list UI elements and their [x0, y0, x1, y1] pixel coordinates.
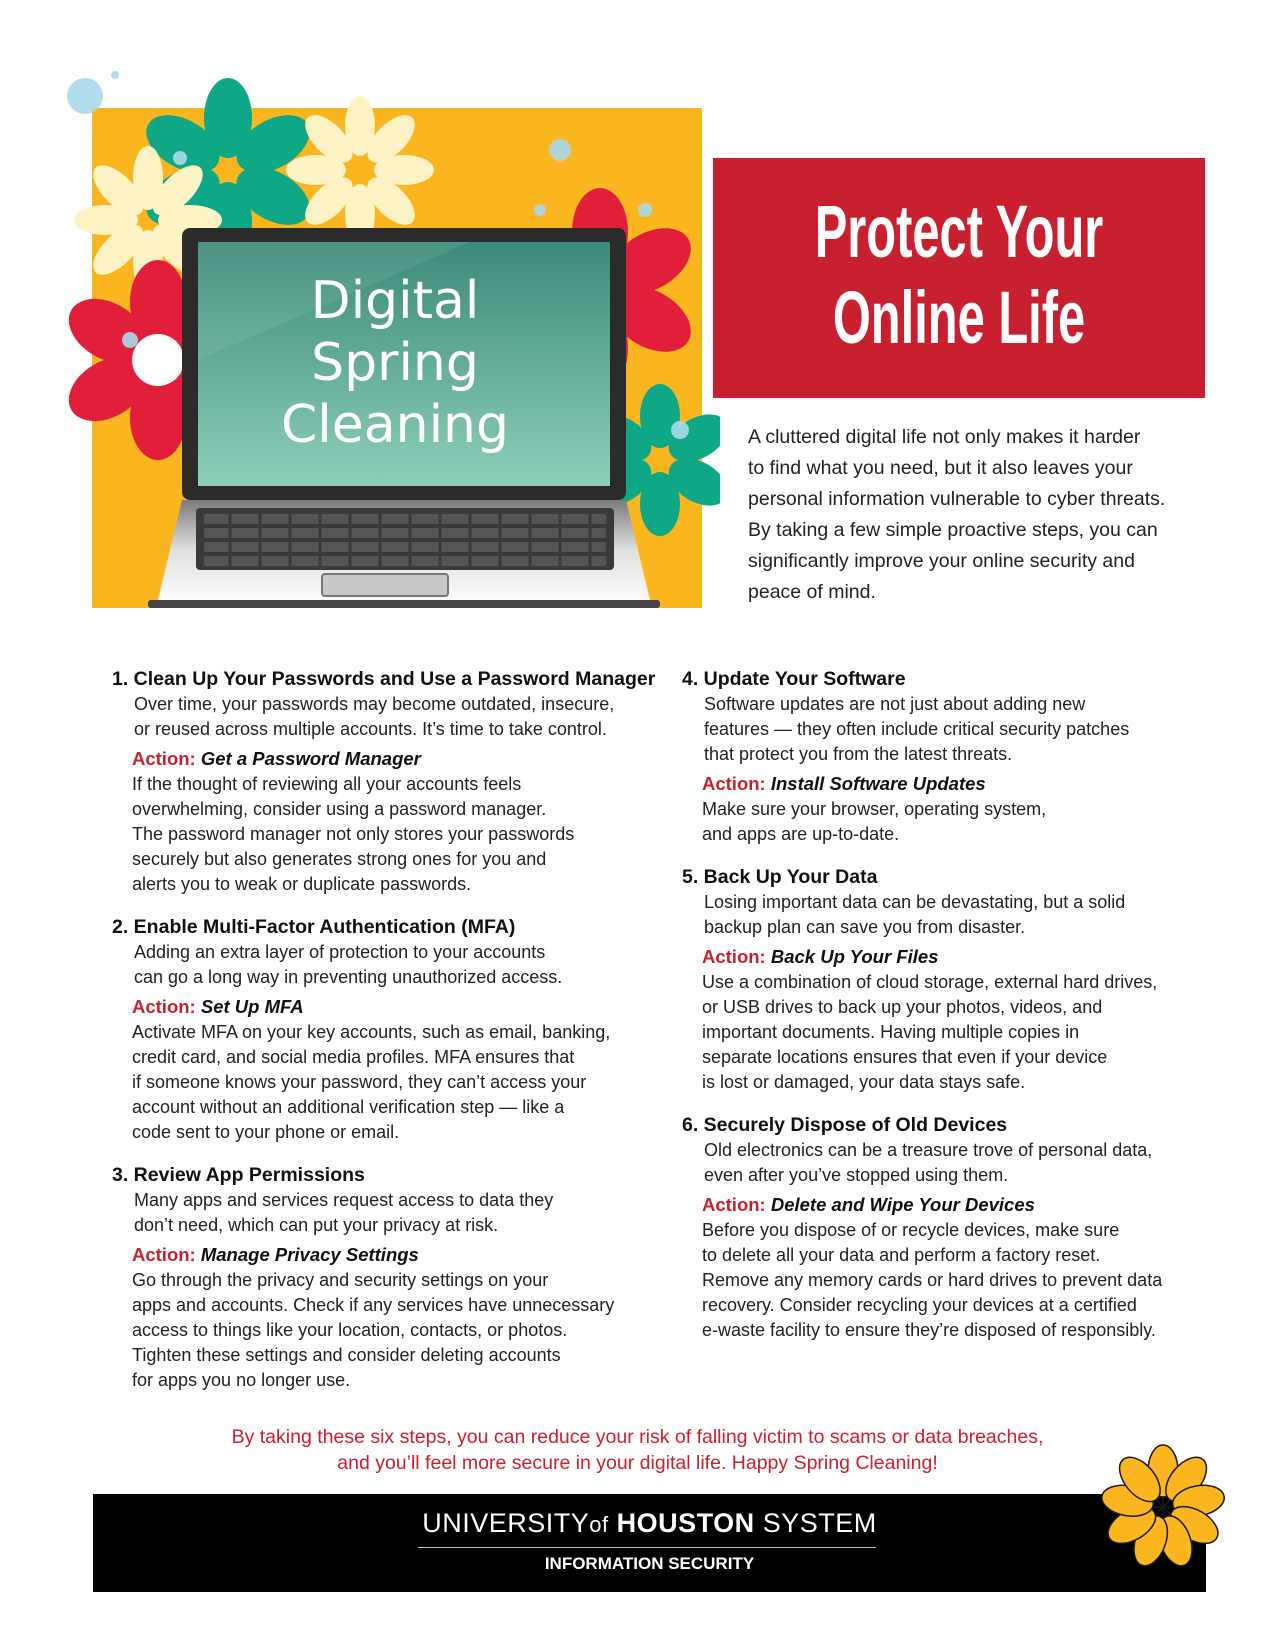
- intro-paragraph: [748, 422, 1218, 608]
- logo-university: UNIVERSITY: [422, 1508, 590, 1538]
- laptop-trackpad: [322, 574, 448, 596]
- title-banner: [713, 158, 1205, 398]
- screen-line-1: Digital: [310, 271, 480, 331]
- body-line: separate locations ensures that even if your device: [702, 1047, 1108, 1067]
- body-line: Many apps and services request access to data they: [134, 1190, 554, 1210]
- section-title: 4. Update Your Software: [682, 668, 906, 690]
- title-line-1: Protect Your: [814, 190, 1104, 273]
- intro-line: personal information vulnerable to cyber threats.: [748, 488, 1166, 510]
- logo-houston: HOUSTON: [616, 1508, 755, 1538]
- body-line: to delete all your data and perform a factory reset.: [702, 1245, 1101, 1265]
- action-label: Action:: [702, 773, 766, 794]
- body-line: Before you dispose of or recycle devices, make sure: [702, 1220, 1120, 1240]
- closing-line: By taking these six steps, you can reduce your risk of falling victim to scams or data breaches,: [231, 1426, 1044, 1448]
- action-body: [702, 970, 1157, 1095]
- section-back-up-data: [682, 864, 1157, 1095]
- body-line: Losing important data can be devastating, but a solid: [704, 892, 1126, 912]
- action-heading: [702, 1192, 1162, 1218]
- action-heading: [132, 746, 655, 772]
- action-name: Install Software Updates: [770, 773, 986, 794]
- action-label: Action:: [132, 996, 196, 1017]
- intro-line: A cluttered digital life not only makes it harder: [748, 426, 1141, 448]
- action-label: Action:: [132, 748, 196, 769]
- action-heading: [702, 944, 1157, 970]
- body-line: access to things like your location, contacts, or photos.: [132, 1320, 568, 1340]
- logo-system: SYSTEM: [762, 1508, 877, 1538]
- action-body: [702, 797, 1129, 847]
- action-label: Action:: [702, 1194, 766, 1215]
- section-title: 1. Clean Up Your Passwords and Use a Password Manager: [112, 668, 656, 690]
- action-name: Get a Password Manager: [200, 748, 421, 769]
- section-body: [704, 890, 1157, 940]
- body-line: overwhelming, consider using a password manager.: [132, 799, 547, 819]
- section-title: 3. Review App Permissions: [112, 1164, 365, 1186]
- body-line: Use a combination of cloud storage, external hard drives,: [702, 972, 1158, 992]
- laptop-screen-title: [230, 270, 560, 456]
- section-body: [134, 692, 655, 742]
- action-name: Delete and Wipe Your Devices: [770, 1194, 1035, 1215]
- body-line: alerts you to weak or duplicate passwords.: [132, 874, 472, 894]
- body-line: if someone knows your password, they can’t access your: [132, 1072, 587, 1092]
- body-line: is lost or damaged, your data stays safe.: [702, 1072, 1026, 1092]
- body-line: securely but also generates strong ones for you and: [132, 849, 547, 869]
- logo-divider: [418, 1547, 876, 1548]
- section-body: [134, 940, 610, 990]
- action-label: Action:: [132, 1244, 196, 1265]
- action-name: Manage Privacy Settings: [200, 1244, 419, 1265]
- intro-line: to find what you need, but it also leaves your: [748, 457, 1133, 479]
- logo-of: of: [589, 1512, 609, 1537]
- action-name: Set Up MFA: [200, 996, 304, 1017]
- body-line: credit card, and social media profiles. MFA ensures that: [132, 1047, 575, 1067]
- footer-bar: [93, 1494, 1206, 1592]
- body-line: important documents. Having multiple copies in: [702, 1022, 1080, 1042]
- section-app-permissions: [112, 1162, 614, 1393]
- action-body: [132, 1020, 610, 1145]
- body-line: recovery. Consider recycling your devices at a certified: [702, 1295, 1137, 1315]
- action-name: Back Up Your Files: [770, 946, 939, 967]
- body-line: Old electronics can be a treasure trove of personal data,: [704, 1140, 1153, 1160]
- intro-line: By taking a few simple proactive steps, you can: [748, 519, 1158, 541]
- section-body: [704, 1138, 1162, 1188]
- body-line: account without an additional verification step — like a: [132, 1097, 565, 1117]
- section-title: 6. Securely Dispose of Old Devices: [682, 1114, 1008, 1136]
- body-line: even after you’ve stopped using them.: [704, 1165, 1009, 1185]
- body-line: e-waste facility to ensure they’re disposed of responsibly.: [702, 1320, 1156, 1340]
- action-body: [702, 1218, 1162, 1343]
- intro-line: significantly improve your online security and: [748, 550, 1135, 572]
- body-line: features — they often include critical security patches: [704, 719, 1130, 739]
- body-line: Make sure your browser, operating system,: [702, 799, 1047, 819]
- action-label: Action:: [702, 946, 766, 967]
- flower-yellow-icon: [1098, 1442, 1228, 1572]
- action-body: [132, 1268, 614, 1393]
- section-dispose-devices: [682, 1112, 1162, 1343]
- body-line: that protect you from the latest threats.: [704, 744, 1013, 764]
- section-update-software: [682, 666, 1129, 847]
- screen-line-3: Cleaning: [281, 395, 509, 455]
- body-line: If the thought of reviewing all your accounts feels: [132, 774, 522, 794]
- body-line: Remove any memory cards or hard drives to prevent data: [702, 1270, 1163, 1290]
- body-line: and apps are up-to-date.: [702, 824, 900, 844]
- body-line: The password manager not only stores your passwords: [132, 824, 575, 844]
- intro-line: peace of mind.: [748, 581, 876, 603]
- body-line: for apps you no longer use.: [132, 1370, 351, 1390]
- body-line: Adding an extra layer of protection to your accounts: [134, 942, 546, 962]
- body-line: Go through the privacy and security settings on your: [132, 1270, 549, 1290]
- body-line: can go a long way in preventing unauthorized access.: [134, 967, 563, 987]
- body-line: Activate MFA on your key accounts, such as email, banking,: [132, 1022, 611, 1042]
- body-line: or USB drives to back up your photos, videos, and: [702, 997, 1103, 1017]
- section-passwords: [112, 666, 655, 897]
- section-mfa: [112, 914, 610, 1145]
- title-line-2: Online Life: [832, 276, 1086, 359]
- closing-message: [0, 1424, 1275, 1476]
- body-line: Software updates are not just about adding new: [704, 694, 1086, 714]
- section-body: [704, 692, 1129, 767]
- action-heading: [132, 1242, 614, 1268]
- department-name: INFORMATION SECURITY: [544, 1554, 755, 1573]
- body-line: or reused across multiple accounts. It’s time to take control.: [134, 719, 607, 739]
- body-line: Over time, your passwords may become outdated, insecure,: [134, 694, 615, 714]
- body-line: code sent to your phone or email.: [132, 1122, 400, 1142]
- section-body: [134, 1188, 614, 1238]
- action-heading: [702, 771, 1129, 797]
- closing-line: and you’ll feel more secure in your digital life. Happy Spring Cleaning!: [337, 1452, 938, 1474]
- university-logo-text: [93, 1508, 1206, 1539]
- action-heading: [132, 994, 610, 1020]
- screen-line-2: Spring: [311, 333, 479, 393]
- body-line: Tighten these settings and consider deleting accounts: [132, 1345, 561, 1365]
- body-line: backup plan can save you from disaster.: [704, 917, 1026, 937]
- section-title: 5. Back Up Your Data: [682, 866, 878, 888]
- action-body: [132, 772, 655, 897]
- body-line: don’t need, which can put your privacy at risk.: [134, 1215, 499, 1235]
- body-line: apps and accounts. Check if any services have unnecessary: [132, 1295, 615, 1315]
- section-title: 2. Enable Multi-Factor Authentication (MFA): [112, 916, 516, 938]
